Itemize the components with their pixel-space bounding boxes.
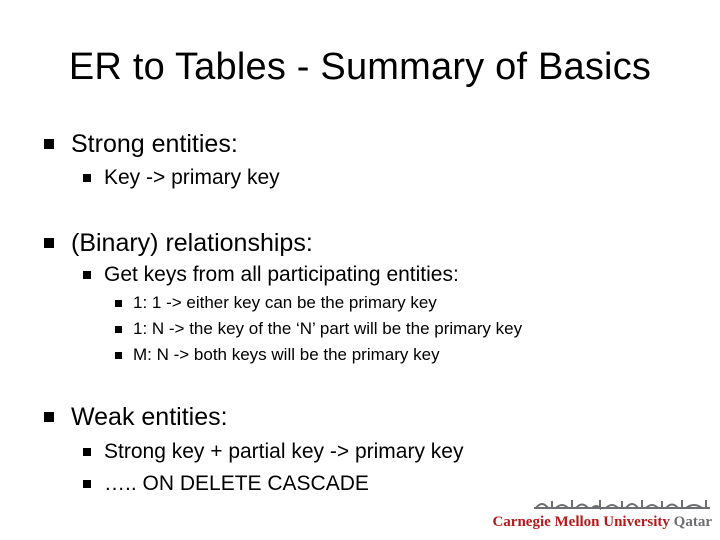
logo-text bbox=[492, 512, 712, 532]
square-bullet-icon bbox=[44, 139, 54, 149]
square-bullet-icon bbox=[115, 326, 122, 333]
bullet-text: Weak entities: bbox=[71, 403, 228, 431]
square-bullet-icon bbox=[83, 174, 91, 182]
bullet-binary-relationships bbox=[44, 228, 313, 258]
bullet-text: Strong key + partial key -> primary key bbox=[104, 440, 464, 463]
square-bullet-icon bbox=[115, 300, 122, 307]
bullet-text: (Binary) relationships: bbox=[71, 229, 313, 257]
bullet-text: 1: N -> the key of the ‘N’ part will be the primary key bbox=[133, 319, 523, 338]
sub-bullet-strong-partial-key bbox=[83, 439, 463, 465]
logo-qatar: Qatar bbox=[669, 514, 712, 530]
sub-sub-bullet-many-to-many bbox=[115, 344, 440, 366]
square-bullet-icon bbox=[115, 352, 122, 359]
bullet-text: Get keys from all participating entities: bbox=[104, 263, 459, 286]
bullet-weak-entities bbox=[44, 402, 228, 432]
bullet-strong-entities bbox=[44, 129, 238, 159]
square-bullet-icon bbox=[44, 238, 54, 248]
logo-university-name: Carnegie Mellon University bbox=[492, 514, 670, 530]
sub-sub-bullet-one-to-many bbox=[115, 318, 522, 340]
cmu-qatar-logo bbox=[492, 496, 712, 534]
sub-sub-bullet-one-to-one bbox=[115, 292, 437, 314]
slide-title: ER to Tables - Summary of Basics bbox=[68, 46, 652, 88]
arabic-script-logo-icon bbox=[532, 496, 712, 512]
sub-bullet-get-keys bbox=[83, 262, 459, 288]
bullet-text: M: N -> both keys will be the primary key bbox=[133, 345, 440, 364]
square-bullet-icon bbox=[83, 271, 91, 279]
square-bullet-icon bbox=[83, 448, 91, 456]
sub-bullet-on-delete-cascade bbox=[83, 471, 369, 497]
bullet-text: ….. ON DELETE CASCADE bbox=[104, 472, 369, 495]
bullet-text: Key -> primary key bbox=[104, 166, 280, 189]
square-bullet-icon bbox=[83, 480, 91, 488]
bullet-text: 1: 1 -> either key can be the primary key bbox=[133, 293, 437, 312]
square-bullet-icon bbox=[44, 412, 54, 422]
sub-bullet-key-primary bbox=[83, 165, 280, 191]
bullet-text: Strong entities: bbox=[71, 130, 238, 158]
